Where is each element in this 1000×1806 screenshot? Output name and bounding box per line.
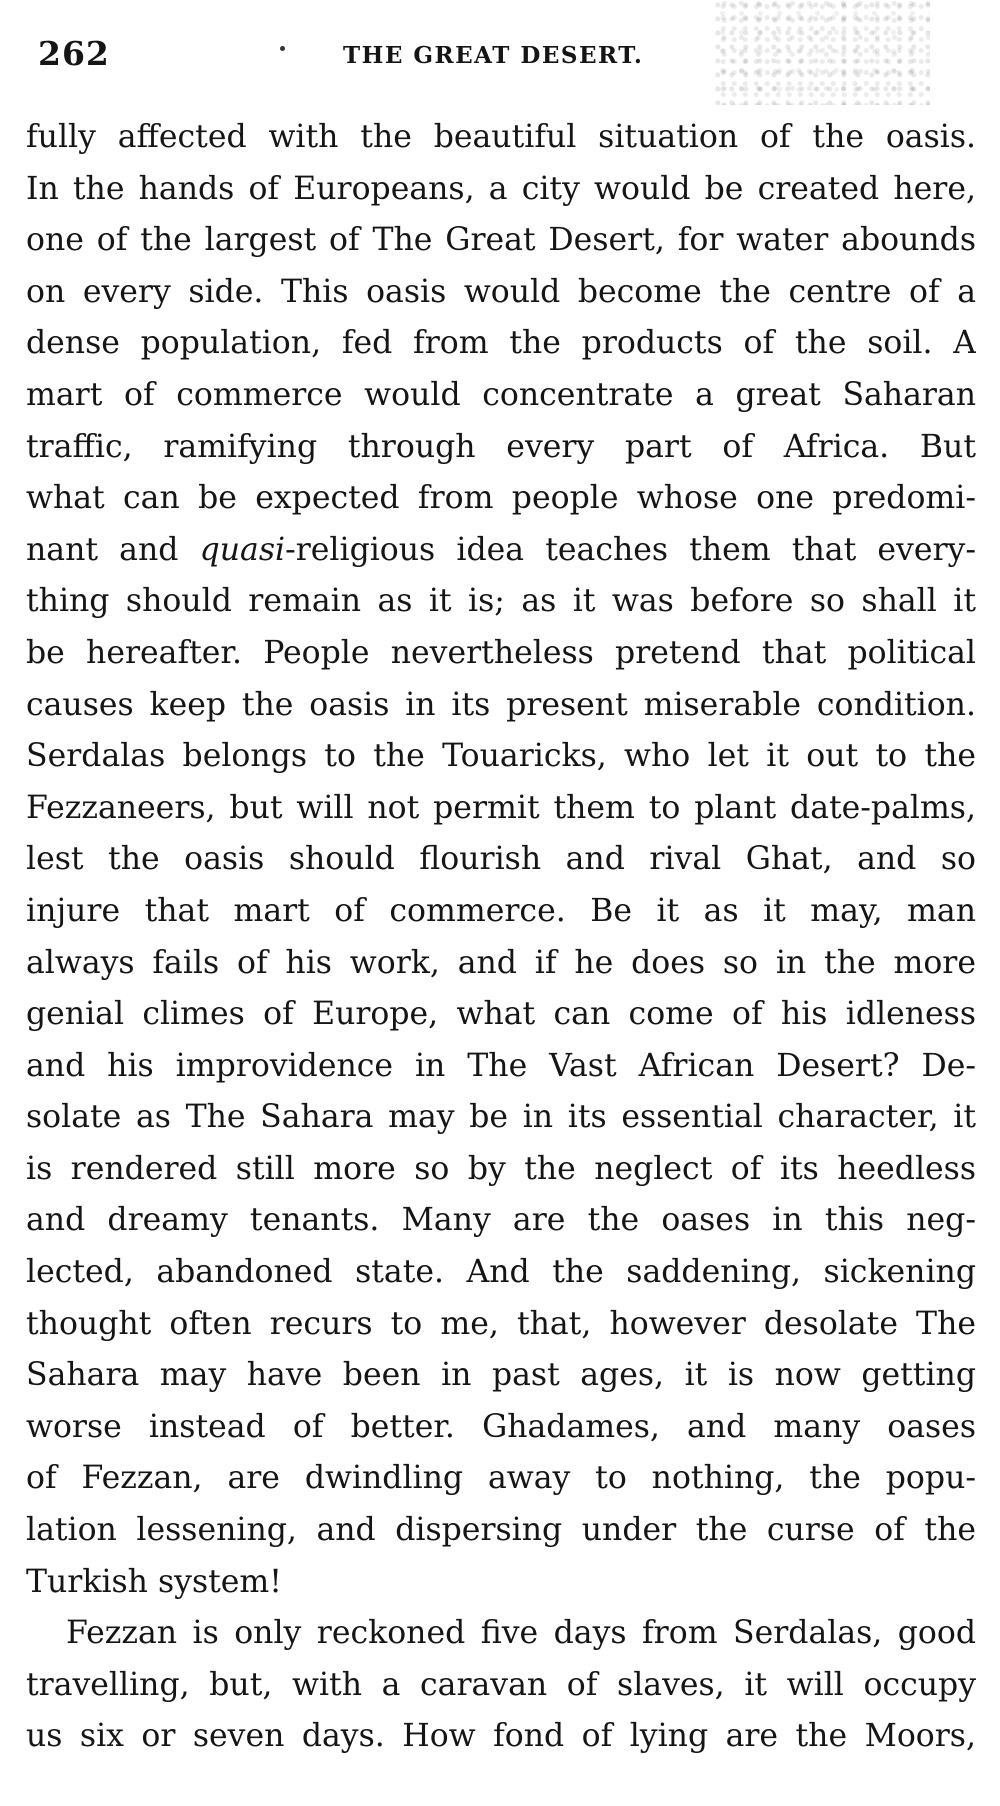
paragraph-end-line: Turkish system!: [26, 1563, 282, 1600]
text-line: mart of commerce would concentrate a great Saharan: [26, 376, 976, 413]
running-title: THE GREAT DESERT.: [343, 42, 644, 69]
text-line: lected, abandoned state. And the saddening, sickening: [26, 1254, 976, 1291]
text-line: genial climes of Europe, what can come of his idleness: [26, 996, 976, 1033]
text-line: us six or seven days. How fond of lying are the Moors,: [26, 1718, 976, 1755]
page-number: 262: [38, 34, 110, 73]
text-line: thought often recurs to me, that, however desolate The: [26, 1305, 976, 1342]
text-line: traffic, ramifying through every part of Africa. But: [26, 428, 976, 465]
text-line: what can be expected from people whose one predomi-: [26, 480, 976, 517]
text-segment: nant and: [26, 531, 200, 568]
text-line: fully affected with the beautiful situation of the oasis.: [26, 119, 976, 155]
running-head: [38, 30, 978, 78]
text-line: Serdalas belongs to the Touaricks, who let it out to the: [26, 738, 976, 775]
text-line-with-italic: [26, 525, 976, 577]
text-line: In the hands of Europeans, a city would be created here,: [26, 170, 976, 207]
text-line: injure that mart of commerce. Be it as it may, man: [26, 892, 976, 929]
text-line: lest the oasis should flourish and rival Ghat, and so: [26, 841, 976, 878]
text-line: is rendered still more so by the neglect of its heedless: [26, 1150, 976, 1187]
italic-word: quasi: [199, 531, 286, 568]
text-segment: -religious idea teaches them that every-: [285, 531, 976, 568]
text-line: worse instead of better. Ghadames, and many oases: [26, 1408, 976, 1445]
body-text: [26, 112, 976, 1763]
text-line: causes keep the oasis in its present miserable condition.: [26, 686, 976, 723]
text-line: Sahara may have been in past ages, it is now getting: [26, 1357, 976, 1394]
text-line: on every side. This oasis would become the centre of a: [26, 273, 976, 310]
text-line: one of the largest of The Great Desert, for water abounds: [26, 222, 976, 259]
text-line: always fails of his work, and if he does so in the more: [26, 944, 976, 981]
text-line: and dreamy tenants. Many are the oases in this neg-: [26, 1202, 976, 1239]
text-line: dense population, fed from the products of the soil. A: [26, 325, 976, 362]
text-line: and his improvidence in The Vast African Desert? De-: [26, 1047, 976, 1084]
ink-speck: [280, 46, 285, 51]
text-line: travelling, but, with a caravan of slaves, it will occupy: [26, 1666, 976, 1703]
text-line: of Fezzan, are dwindling away to nothing, the popu-: [26, 1460, 976, 1497]
paragraph-start-line: Fezzan is only reckoned five days from Serdalas, good: [66, 1615, 976, 1652]
text-line: be hereafter. People nevertheless pretend that political: [26, 634, 976, 671]
text-line: solate as The Sahara may be in its essential character, it: [26, 1099, 976, 1136]
text-line: thing should remain as it is; as it was before so shall it: [26, 583, 976, 620]
text-line: Fezzaneers, but will not permit them to plant date-palms,: [26, 789, 976, 826]
text-line: lation lessening, and dispersing under the curse of the: [26, 1512, 976, 1549]
